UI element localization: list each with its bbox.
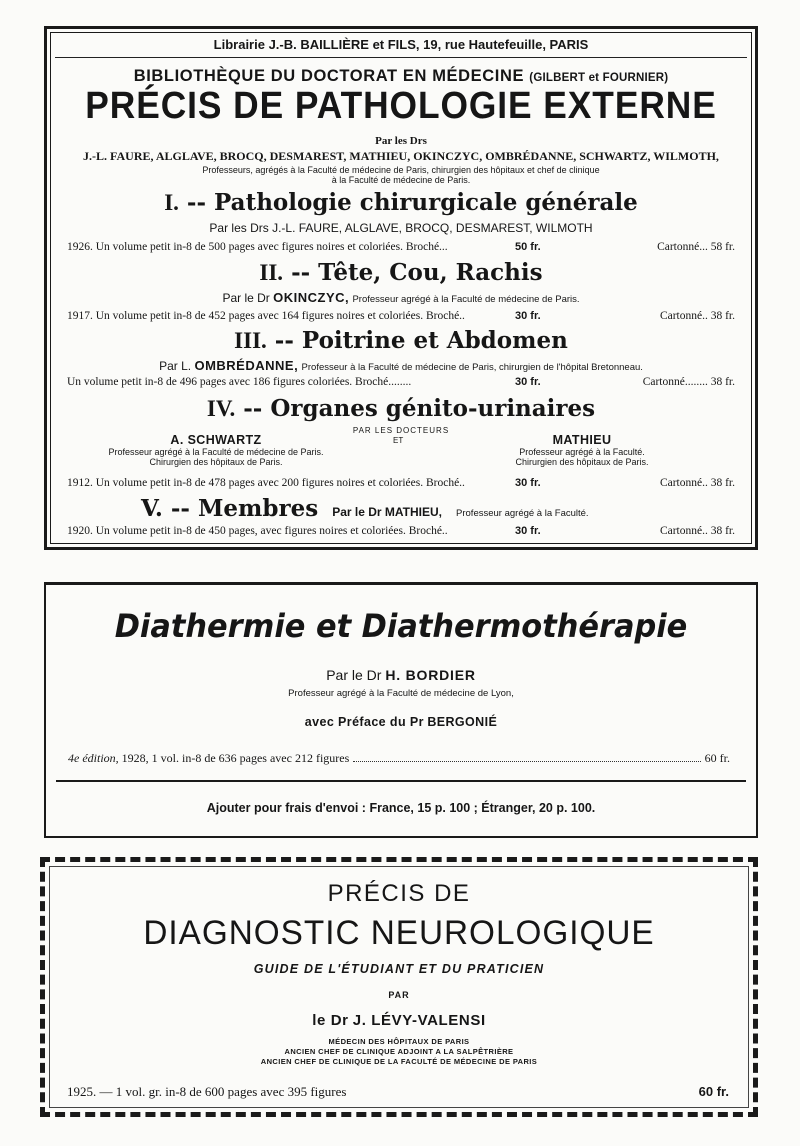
price-broche: 30 fr.: [515, 525, 541, 537]
divider: [55, 57, 747, 58]
series-name: BIBLIOTHÈQUE DU DOCTORAT EN MÉDECINE: [133, 67, 525, 85]
volume-5-info: [67, 525, 735, 537]
author-name: H. BORDIER: [385, 667, 476, 683]
price-cartonne: Cartonné... 58 fr.: [657, 241, 735, 253]
price-broche: 50 fr.: [515, 241, 541, 253]
byline-par: Par le Dr: [222, 291, 270, 305]
volume-2-title: [47, 259, 755, 286]
volume-numeral: III.: [234, 328, 267, 353]
volume-name: -- Tête, Cou, Rachis: [291, 259, 543, 286]
volume-description: Un volume petit in-8 de 496 pages avec 186 figures coloriées. Broché........: [67, 376, 412, 388]
volume-description: 1912. Un volume petit in-8 de 478 pages avec 200 figures noires et coloriées. Broché..: [67, 477, 465, 489]
preface-name: BERGONIÉ: [427, 715, 498, 729]
volume-numeral: V.: [141, 495, 163, 522]
et-conjunction: ET: [393, 436, 404, 445]
preface-prefix: avec Préface du Pr: [304, 715, 424, 729]
edition-info: [68, 751, 730, 766]
diagnostic-neurologique-advert: [40, 857, 758, 1117]
author-credential-1: Professeur agrégé à la Faculté de médecine de Paris.: [108, 447, 324, 457]
edition-label: 4e édition,: [68, 751, 119, 765]
par-les-docteurs: PAR LES DOCTEURS: [352, 426, 450, 435]
volume-description: 1926. Un volume petit in-8 de 500 pages avec figures noires et coloriées. Broché...: [67, 241, 448, 253]
series-title: [47, 67, 755, 86]
author-credentials: [45, 1037, 753, 1067]
volume-description: 1917. Un volume petit in-8 de 452 pages avec 164 figures noires et coloriées. Broché..: [67, 310, 465, 322]
credential-2: ANCIEN CHEF DE CLINIQUE ADJOINT A LA SALPÊTRIÈRE: [284, 1047, 514, 1056]
volume-numeral: IV.: [206, 396, 236, 421]
price-cartonne: Cartonné.. 38 fr.: [659, 525, 735, 537]
volume-name: -- Pathologie chirurgicale générale: [186, 189, 638, 216]
book-title: PRÉCIS DE PATHOLOGIE EXTERNE: [85, 85, 717, 127]
publisher-line: Librairie J.-B. BAILLIÈRE et FILS, 19, rue Hautefeuille, PARIS: [213, 37, 589, 52]
author-credential-2: Chirurgien des hôpitaux de Paris.: [515, 457, 649, 467]
credential-3: ANCIEN CHEF DE CLINIQUE DE LA FACULTÉ DE MÉDECINE DE PARIS: [260, 1057, 538, 1066]
price-cartonne: Cartonné.. 38 fr.: [659, 477, 735, 489]
authors-credentials: [47, 165, 755, 185]
preface-line: [46, 715, 756, 729]
pathologie-externe-advert: [44, 26, 758, 550]
price-broche: 30 fr.: [515, 310, 541, 322]
credentials-line-1: Professeurs, agrégés à la Faculté de médecine de Paris, chirurgien des hôpitaux et chef de clinique: [202, 165, 600, 175]
volume-4-title: [47, 395, 755, 422]
author-line: [46, 667, 756, 683]
price-cartonne: Cartonné.. 38 fr.: [659, 310, 735, 322]
author-name: J. LÉVY-VALENSI: [352, 1012, 486, 1029]
byline-name: OMBRÉDANNE,: [194, 358, 299, 373]
volume-1-info: [67, 241, 735, 253]
volume-description: 1920. Un volume petit in-8 de 450 pages, avec figures noires et coloriées. Broché..: [67, 525, 448, 537]
price: 60 fr.: [704, 751, 730, 765]
volume-2-info: [67, 310, 735, 322]
volume-numeral: I.: [164, 190, 179, 215]
byline-credentials: Professeur agrégé à la Faculté de médecine de Paris.: [352, 294, 580, 305]
volume-name: -- Membres: [170, 495, 319, 522]
price-broche: 30 fr.: [515, 477, 541, 489]
price-broche: 30 fr.: [515, 376, 541, 388]
authors-list: J.-L. FAURE, ALGLAVE, BROCQ, DESMAREST, MATHIEU, OKINCZYC, OMBRÉDANNE, SCHWARTZ, WILMOTH,: [83, 149, 719, 163]
volume-3-title: [47, 327, 755, 354]
author-mathieu: [467, 433, 697, 467]
diathermie-advert: [44, 582, 758, 838]
byline-credentials: Professeur agrégé à la Faculté.: [456, 508, 589, 519]
author-name: A. SCHWARTZ: [170, 433, 262, 447]
volume-name: -- Poitrine et Abdomen: [274, 327, 568, 354]
byline-par: Par L.: [159, 359, 192, 373]
author-prefix: le Dr: [312, 1012, 349, 1029]
byline-credentials: Professeur à la Faculté de médecine de Paris, chirurgien de l'hôpital Bretonneau.: [301, 362, 643, 373]
author-name: MATHIEU: [552, 433, 612, 447]
volume-2-byline: [47, 290, 755, 305]
author-credential-2: Chirurgien des hôpitaux de Paris.: [149, 457, 283, 467]
edition-description: 1928, 1 vol. in-8 de 636 pages avec 212 figures: [121, 751, 350, 765]
byline-par: Par le Dr MATHIEU,: [332, 505, 442, 519]
author-credentials: Professeur agrégé à la Faculté de médecine de Lyon,: [288, 688, 514, 699]
book-title: DIAGNOSTIC NEUROLOGIQUE: [143, 914, 655, 952]
book-subtitle: GUIDE DE L'ÉTUDIANT ET DU PRATICIEN: [253, 962, 545, 976]
author-line: [45, 1012, 753, 1029]
divider: [56, 780, 746, 782]
volume-3-byline: [47, 358, 755, 373]
credentials-line-2: à la Faculté de médecine de Paris.: [331, 175, 471, 185]
series-editors: (GILBERT et FOURNIER): [529, 72, 669, 84]
author-credential-1: Professeur agrégé à la Faculté.: [519, 447, 645, 457]
book-label: PRÉCIS DE: [327, 880, 471, 907]
shipping-note: Ajouter pour frais d'envoi : France, 15 p. 100 ; Étranger, 20 p. 100.: [206, 801, 596, 815]
price-cartonne: Cartonné........ 38 fr.: [642, 376, 735, 388]
credential-1: MÉDECIN DES HÔPITAUX DE PARIS: [328, 1037, 470, 1046]
price: 60 fr.: [698, 1084, 729, 1099]
byline-name: OKINCZYC,: [273, 290, 350, 305]
author-prefix: Par le Dr: [326, 667, 382, 683]
edition-description: 1925. — 1 vol. gr. in-8 de 600 pages avec 395 figures: [67, 1084, 347, 1099]
volume-4-info: [67, 477, 735, 489]
edition-info: [67, 1084, 729, 1100]
volume-1-byline: Par les Drs J.-L. FAURE, ALGLAVE, BROCQ, DESMAREST, WILMOTH: [209, 221, 593, 235]
volume-3-info: [67, 376, 735, 388]
volume-1-title: [47, 189, 755, 216]
volume-5-title: [141, 495, 589, 522]
leader-dots: [353, 751, 700, 762]
book-title: Diathermie et Diathermothérapie: [114, 607, 688, 645]
par-label: PAR: [388, 990, 410, 1000]
author-schwartz: [91, 433, 341, 467]
volume-name: -- Organes génito-urinaires: [243, 395, 596, 422]
volume-numeral: II.: [259, 260, 284, 285]
par-les-drs: Par les Drs: [375, 135, 427, 147]
